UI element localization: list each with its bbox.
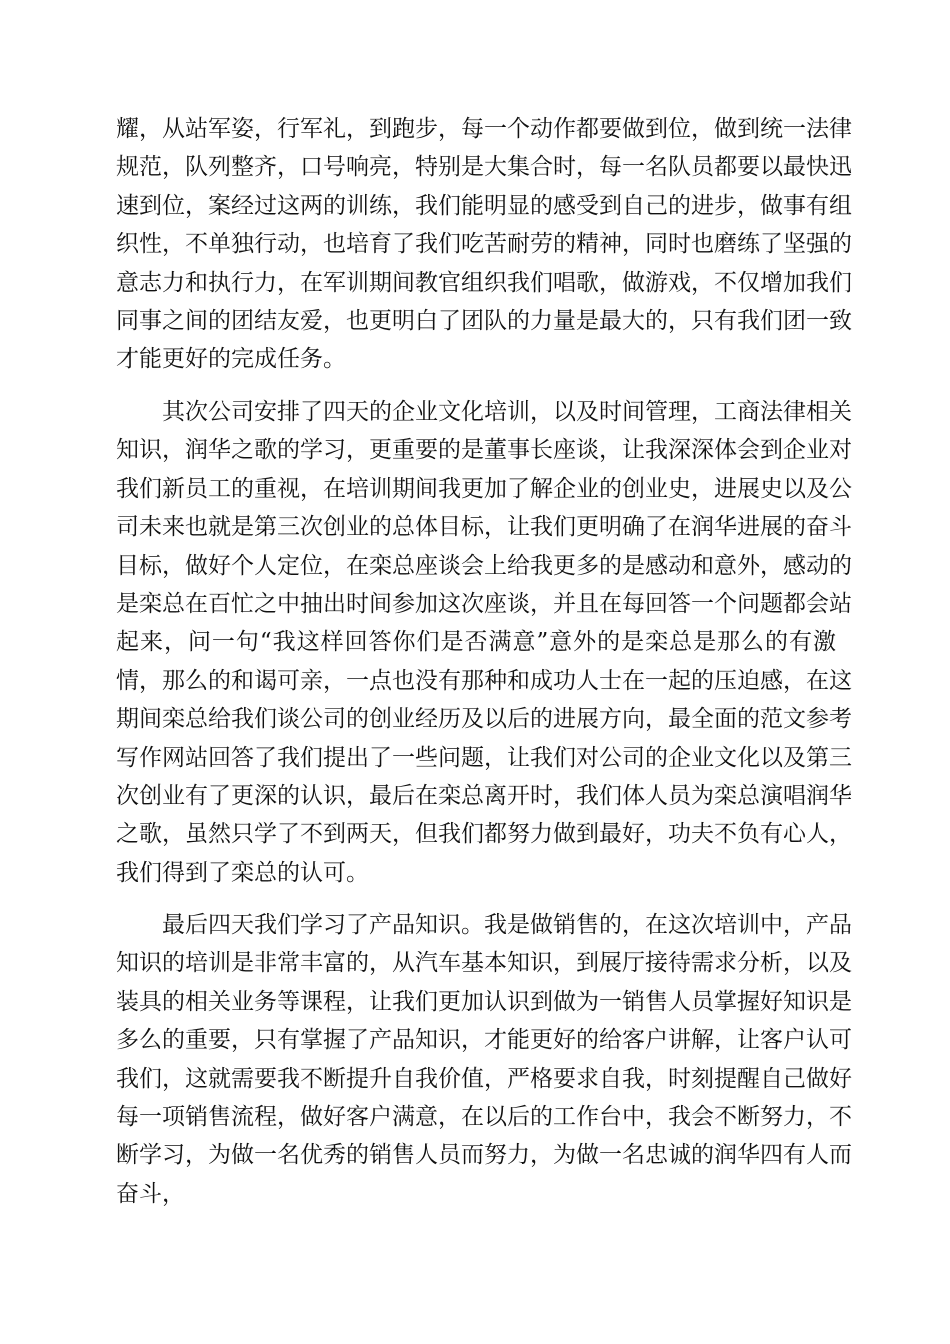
paragraph-corporate-culture [116,393,852,892]
text-line: 起来，问一句“我这样回答你们是否满意”意外的是栾总是那么的有激 [116,629,836,656]
paragraph-military-training [116,110,852,379]
text-line: 情，那么的和谒可亲，一点也没有那种和成功人士在一起的压迫感，在这 [116,667,852,694]
text-line: 目标，做好个人定位，在栾总座谈会上给我更多的是感动和意外，感动的 [116,552,852,579]
text-line: 写作网站回答了我们提出了一些问题，让我们对公司的企业文化以及第三 [116,744,852,771]
text-line: 才能更好的完成任务。 [116,346,346,373]
text-line: 是栾总在百忙之中抽出时间参加这次座谈，并且在每回答一个问题都会站 [116,590,852,617]
text-line: 我们得到了栾总的认可。 [116,859,369,886]
text-line: 装具的相关业务等课程，让我们更加认识到做为一销售人员掌握好知识是 [116,988,852,1015]
text-line: 知识的培训是非常丰富的，从汽车基本知识，到展厅接待需求分析，以及 [116,950,852,977]
text-line: 我们新员工的重视，在培训期间我更加了解企业的创业史，进展史以及公 [116,475,852,502]
text-line: 期间栾总给我们谈公司的创业经历及以后的进展方向，最全面的范文参考 [116,706,852,733]
text-line: 最后四天我们学习了产品知识。我是做销售的，在这次培训中，产品 [116,912,852,938]
text-line: 我们，这就需要我不断提升自我价值，严格要求自我，时刻提醒自己做好 [116,1065,852,1092]
text-line: 之歌，虽然只学了不到两天，但我们都努力做到最好，功夫不负有心人， [116,821,852,848]
text-line: 规范，队列整齐，口号响亮，特别是大集合时，每一名队员都要以最快迅 [116,154,852,181]
text-line: 知识，润华之歌的学习，更重要的是董事长座谈，让我深深体会到企业对 [116,437,852,464]
text-line: 奋斗， [116,1180,185,1207]
text-line: 织性，不单独行动，也培育了我们吃苦耐劳的精神，同时也磨练了坚强的 [116,231,852,258]
text-line: 耀，从站军姿，行军礼，到跑步，每一个动作都要做到位，做到统一法律 [116,116,852,142]
text-line: 断学习，为做一名优秀的销售人员而努力，为做一名忠诚的润华四有人而 [116,1142,852,1169]
text-line: 司未来也就是第三次创业的总体目标，让我们更明确了在润华进展的奋斗 [116,514,852,541]
text-line: 速到位，案经过这两的训练，我们能明显的感受到自己的进步，做事有组 [116,192,852,219]
text-line: 每一项销售流程，做好客户满意，在以后的工作台中，我会不断努力，不 [116,1103,852,1130]
paragraph-product-knowledge [116,906,852,1213]
text-line: 同事之间的团结友爱，也更明白了团队的力量是最大的，只有我们团一致 [116,307,852,334]
text-line: 多么的重要，只有掌握了产品知识，才能更好的给客户讲解，让客户认可 [116,1027,852,1054]
text-line: 其次公司安排了四天的企业文化培训，以及时间管理，工商法律相关 [116,399,852,425]
text-line: 意志力和执行力，在军训期间教官组织我们唱歌，做游戏，不仅增加我们 [116,269,852,296]
text-line: 次创业有了更深的认识，最后在栾总离开时，我们体人员为栾总演唱润华 [116,782,852,809]
